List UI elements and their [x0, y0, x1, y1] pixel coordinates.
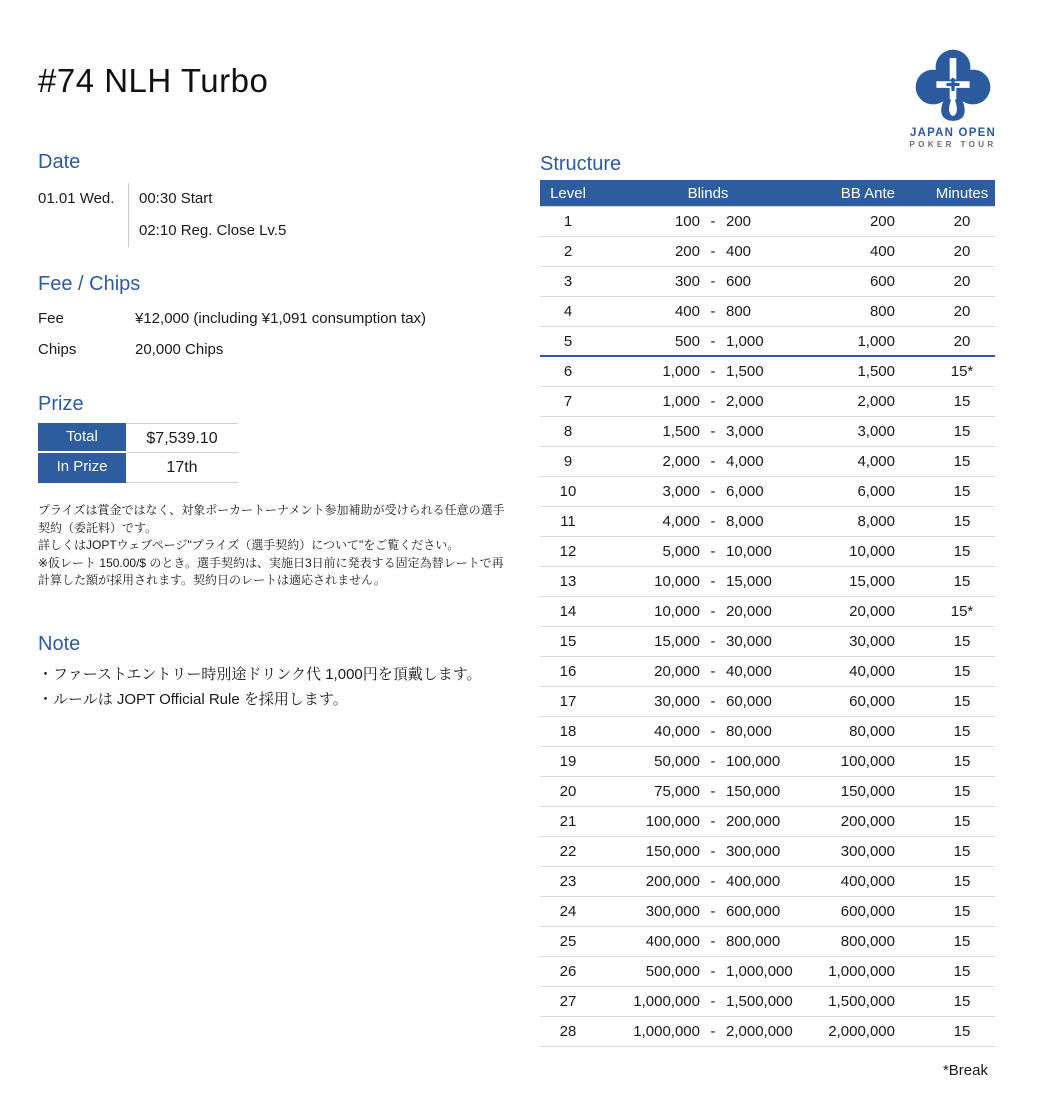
disclaimer-line: ※仮レート 150.00/$ のとき。選手契約は、実施日3日前に発表する固定為替レートで再計算した額が採用されます。契約日のレートは適応されません。 — [38, 555, 504, 587]
table-row — [540, 807, 995, 837]
minutes-cell: 15 — [953, 783, 971, 800]
big-blind-cell: 20,000 — [726, 603, 772, 620]
big-blind-cell: 150,000 — [726, 783, 781, 800]
blinds-dash: - — [710, 333, 716, 350]
table-row — [540, 897, 995, 927]
bb-ante-cell: 1,000 — [857, 333, 895, 350]
note-item: ・ルールは JOPT Official Rule を採用します。 — [38, 691, 348, 708]
fee-chips-heading: Fee / Chips — [38, 273, 141, 295]
minutes-cell: 15 — [953, 903, 971, 920]
table-row — [540, 207, 995, 237]
small-blind-cell: 1,000 — [662, 363, 700, 380]
blinds-dash: - — [710, 423, 716, 440]
table-row — [540, 357, 995, 387]
blinds-dash: - — [710, 363, 716, 380]
bb-ante-cell: 30,000 — [849, 633, 895, 650]
level-cell: 25 — [559, 933, 577, 950]
clover-icon — [911, 48, 995, 126]
minutes-cell: 15 — [953, 753, 971, 770]
big-blind-cell: 30,000 — [726, 633, 772, 650]
level-cell: 1 — [563, 213, 573, 230]
table-row — [540, 567, 995, 597]
bb-ante-cell: 800 — [869, 303, 895, 320]
small-blind-cell: 1,500 — [662, 423, 700, 440]
blinds-dash: - — [710, 513, 716, 530]
chips-label: Chips — [38, 341, 77, 358]
big-blind-cell: 300,000 — [726, 843, 781, 860]
blinds-dash: - — [710, 993, 716, 1010]
bb-ante-cell: 200,000 — [840, 813, 895, 830]
small-blind-cell: 200,000 — [645, 873, 700, 890]
bb-ante-cell: 60,000 — [849, 693, 895, 710]
small-blind-cell: 500 — [674, 333, 700, 350]
minutes-cell: 15* — [950, 603, 974, 620]
big-blind-cell: 200 — [726, 213, 752, 230]
small-blind-cell: 150,000 — [645, 843, 700, 860]
blinds-dash: - — [710, 843, 716, 860]
date-heading: Date — [38, 151, 81, 173]
level-cell: 3 — [563, 273, 573, 290]
disclaimer-line: 詳しくはJOPTウェブページ"プライズ（選手契約）について"をご覧ください。 — [38, 538, 460, 552]
blinds-dash: - — [710, 273, 716, 290]
level-cell: 26 — [559, 963, 577, 980]
blinds-dash: - — [710, 693, 716, 710]
bb-ante-cell: 1,500 — [857, 363, 895, 380]
bb-ante-cell: 8,000 — [857, 513, 895, 530]
minutes-cell: 15 — [953, 693, 971, 710]
bb-ante-cell: 20,000 — [849, 603, 895, 620]
level-cell: 28 — [559, 1023, 577, 1040]
disclaimer-section — [38, 502, 510, 590]
prize-inprize-value: 17th — [126, 453, 238, 483]
minutes-cell: 15 — [953, 993, 971, 1010]
blinds-dash: - — [710, 453, 716, 470]
small-blind-cell: 500,000 — [645, 963, 700, 980]
column-header-minutes: Minutes — [935, 185, 989, 202]
level-cell: 16 — [559, 663, 577, 680]
level-cell: 17 — [559, 693, 577, 710]
bb-ante-cell: 10,000 — [849, 543, 895, 560]
small-blind-cell: 20,000 — [654, 663, 700, 680]
small-blind-cell: 4,000 — [662, 513, 700, 530]
blinds-dash: - — [710, 1023, 716, 1040]
table-row — [540, 747, 995, 777]
minutes-cell: 15* — [950, 363, 974, 380]
small-blind-cell: 300 — [674, 273, 700, 290]
minutes-cell: 15 — [953, 483, 971, 500]
level-cell: 18 — [559, 723, 577, 740]
table-row — [540, 387, 995, 417]
big-blind-cell: 400 — [726, 243, 752, 260]
bb-ante-cell: 100,000 — [840, 753, 895, 770]
big-blind-cell: 40,000 — [726, 663, 772, 680]
jopt-logo — [901, 48, 1005, 149]
big-blind-cell: 3,000 — [726, 423, 764, 440]
structure-heading: Structure — [540, 153, 622, 175]
table-row — [540, 687, 995, 717]
level-cell: 20 — [559, 783, 577, 800]
blinds-dash: - — [710, 753, 716, 770]
table-row — [540, 507, 995, 537]
blinds-dash: - — [710, 903, 716, 920]
level-cell: 11 — [560, 513, 576, 530]
big-blind-cell: 200,000 — [726, 813, 781, 830]
table-row — [540, 597, 995, 627]
big-blind-cell: 1,500 — [726, 363, 764, 380]
level-cell: 14 — [559, 603, 577, 620]
blinds-dash: - — [710, 243, 716, 260]
blinds-dash: - — [710, 213, 716, 230]
note-section — [38, 632, 510, 712]
small-blind-cell: 50,000 — [654, 753, 700, 770]
big-blind-cell: 600 — [726, 273, 752, 290]
minutes-cell: 15 — [953, 633, 971, 650]
blinds-dash: - — [710, 543, 716, 560]
minutes-cell: 15 — [953, 873, 971, 890]
bb-ante-cell: 600,000 — [840, 903, 895, 920]
bb-ante-cell: 4,000 — [857, 453, 895, 470]
fee-chips-section — [38, 272, 510, 358]
fee-row — [38, 310, 510, 327]
small-blind-cell: 75,000 — [654, 783, 700, 800]
date-events — [128, 183, 286, 247]
big-blind-cell: 400,000 — [726, 873, 781, 890]
level-cell: 10 — [559, 483, 577, 500]
structure-table-body — [540, 207, 995, 1047]
big-blind-cell: 15,000 — [726, 573, 772, 590]
fee-label: Fee — [38, 310, 64, 327]
bb-ante-cell: 80,000 — [849, 723, 895, 740]
table-row — [540, 297, 995, 327]
minutes-cell: 15 — [953, 963, 971, 980]
fee-value: ¥12,000 (including ¥1,091 consumption tax) — [135, 310, 427, 327]
level-cell: 23 — [559, 873, 577, 890]
big-blind-cell: 6,000 — [726, 483, 764, 500]
table-row — [540, 447, 995, 477]
blinds-dash: - — [710, 873, 716, 890]
minutes-cell: 20 — [953, 273, 971, 290]
small-blind-cell: 15,000 — [654, 633, 700, 650]
level-cell: 5 — [563, 333, 573, 350]
bb-ante-cell: 15,000 — [849, 573, 895, 590]
date-section — [38, 150, 510, 247]
bb-ante-cell: 2,000 — [857, 393, 895, 410]
minutes-cell: 15 — [953, 813, 971, 830]
table-row — [540, 837, 995, 867]
table-row — [540, 477, 995, 507]
note-item: ・ファーストエントリー時別途ドリンク代 1,000円を頂戴します。 — [38, 666, 482, 683]
small-blind-cell: 1,000 — [662, 393, 700, 410]
column-header-blinds: Blinds — [687, 185, 729, 202]
small-blind-cell: 10,000 — [654, 573, 700, 590]
blinds-dash: - — [710, 813, 716, 830]
level-cell: 4 — [563, 303, 573, 320]
big-blind-cell: 4,000 — [726, 453, 764, 470]
minutes-cell: 20 — [953, 303, 971, 320]
page-title: #74 NLH Turbo — [38, 62, 269, 99]
blinds-dash: - — [710, 783, 716, 800]
big-blind-cell: 600,000 — [726, 903, 781, 920]
level-cell: 9 — [563, 453, 573, 470]
table-row — [540, 417, 995, 447]
table-row — [540, 537, 995, 567]
bb-ante-cell: 600 — [869, 273, 895, 290]
small-blind-cell: 3,000 — [662, 483, 700, 500]
minutes-cell: 15 — [953, 723, 971, 740]
small-blind-cell: 2,000 — [662, 453, 700, 470]
logo-text-line1: JAPAN OPEN — [910, 127, 996, 139]
level-cell: 24 — [559, 903, 577, 920]
prize-heading: Prize — [38, 393, 84, 415]
bb-ante-cell: 400 — [869, 243, 895, 260]
small-blind-cell: 100,000 — [645, 813, 700, 830]
bb-ante-cell: 6,000 — [857, 483, 895, 500]
column-header-level: Level — [550, 185, 586, 202]
left-column — [38, 150, 510, 770]
level-cell: 15 — [559, 633, 577, 650]
table-row — [540, 237, 995, 267]
small-blind-cell: 10,000 — [654, 603, 700, 620]
level-cell: 6 — [563, 363, 573, 380]
minutes-cell: 15 — [953, 573, 971, 590]
minutes-cell: 15 — [953, 843, 971, 860]
structure-section — [540, 152, 995, 1079]
prize-section — [38, 392, 510, 483]
big-blind-cell: 80,000 — [726, 723, 772, 740]
table-row — [540, 327, 995, 357]
bb-ante-cell: 800,000 — [840, 933, 895, 950]
blinds-dash: - — [710, 723, 716, 740]
prize-total-row — [38, 423, 238, 453]
blinds-dash: - — [710, 303, 716, 320]
level-cell: 12 — [559, 543, 577, 560]
bb-ante-cell: 1,500,000 — [828, 993, 895, 1010]
date-grid — [38, 183, 510, 247]
blinds-dash: - — [710, 573, 716, 590]
minutes-cell: 15 — [953, 453, 971, 470]
blinds-dash: - — [710, 933, 716, 950]
blinds-dash: - — [710, 633, 716, 650]
level-cell: 21 — [559, 813, 577, 830]
table-row — [540, 267, 995, 297]
table-row — [540, 987, 995, 1017]
level-cell: 22 — [559, 843, 577, 860]
blinds-dash: - — [710, 963, 716, 980]
small-blind-cell: 400 — [674, 303, 700, 320]
small-blind-cell: 5,000 — [662, 543, 700, 560]
small-blind-cell: 300,000 — [645, 903, 700, 920]
minutes-cell: 15 — [953, 423, 971, 440]
bb-ante-cell: 150,000 — [840, 783, 895, 800]
big-blind-cell: 100,000 — [726, 753, 781, 770]
bb-ante-cell: 400,000 — [840, 873, 895, 890]
level-cell: 8 — [563, 423, 573, 440]
bb-ante-cell: 3,000 — [857, 423, 895, 440]
minutes-cell: 15 — [953, 543, 971, 560]
big-blind-cell: 60,000 — [726, 693, 772, 710]
table-row — [540, 957, 995, 987]
note-items — [38, 662, 510, 712]
minutes-cell: 20 — [953, 333, 971, 350]
prize-inprize-row — [38, 453, 238, 483]
chips-value: 20,000 Chips — [135, 341, 224, 358]
blinds-dash: - — [710, 483, 716, 500]
prize-total-label: Total — [38, 423, 126, 453]
blinds-dash: - — [710, 393, 716, 410]
table-row — [540, 927, 995, 957]
chips-row — [38, 341, 510, 358]
small-blind-cell: 200 — [674, 243, 700, 260]
table-row — [540, 717, 995, 747]
blinds-dash: - — [710, 603, 716, 620]
table-row — [540, 1017, 995, 1047]
date-event-start: 00:30 Start — [139, 190, 213, 207]
small-blind-cell: 1,000,000 — [633, 1023, 700, 1040]
minutes-cell: 15 — [953, 933, 971, 950]
prize-table — [38, 423, 238, 483]
big-blind-cell: 800 — [726, 303, 752, 320]
column-header-bb-ante: BB Ante — [840, 185, 895, 202]
prize-inprize-label: In Prize — [38, 453, 126, 483]
table-row — [540, 867, 995, 897]
small-blind-cell: 100 — [674, 213, 700, 230]
level-cell: 2 — [563, 243, 573, 260]
table-row — [540, 777, 995, 807]
bb-ante-cell: 1,000,000 — [828, 963, 895, 980]
small-blind-cell: 30,000 — [654, 693, 700, 710]
big-blind-cell: 800,000 — [726, 933, 781, 950]
date-day: 01.01 Wed. — [38, 190, 115, 207]
structure-table-header — [540, 180, 995, 207]
level-cell: 13 — [559, 573, 577, 590]
minutes-cell: 15 — [953, 663, 971, 680]
level-cell: 27 — [559, 993, 577, 1010]
table-row — [540, 657, 995, 687]
big-blind-cell: 1,500,000 — [726, 993, 793, 1010]
disclaimer-line: プライズは賞金ではなく、対象ポーカートーナメント参加補助が受けられる任意の選手契約（委託料）です。 — [38, 503, 505, 535]
level-cell: 19 — [559, 753, 577, 770]
bb-ante-cell: 2,000,000 — [828, 1023, 895, 1040]
big-blind-cell: 8,000 — [726, 513, 764, 530]
table-row — [540, 627, 995, 657]
small-blind-cell: 40,000 — [654, 723, 700, 740]
blinds-dash: - — [710, 663, 716, 680]
level-cell: 7 — [563, 393, 573, 410]
logo-text-line2: POKER TOUR — [909, 140, 997, 149]
date-event-reg-close: 02:10 Reg. Close Lv.5 — [139, 222, 287, 239]
big-blind-cell: 2,000,000 — [726, 1023, 793, 1040]
note-heading: Note — [38, 633, 81, 655]
minutes-cell: 15 — [953, 513, 971, 530]
minutes-cell: 20 — [953, 243, 971, 260]
break-footnote: *Break — [942, 1062, 988, 1079]
small-blind-cell: 1,000,000 — [633, 993, 700, 1010]
minutes-cell: 15 — [953, 1023, 971, 1040]
big-blind-cell: 1,000 — [726, 333, 764, 350]
prize-total-value: $7,539.10 — [126, 423, 238, 453]
small-blind-cell: 400,000 — [645, 933, 700, 950]
bb-ante-cell: 300,000 — [840, 843, 895, 860]
minutes-cell: 15 — [953, 393, 971, 410]
big-blind-cell: 1,000,000 — [726, 963, 793, 980]
bb-ante-cell: 200 — [869, 213, 895, 230]
minutes-cell: 20 — [953, 213, 971, 230]
big-blind-cell: 2,000 — [726, 393, 764, 410]
big-blind-cell: 10,000 — [726, 543, 772, 560]
bb-ante-cell: 40,000 — [849, 663, 895, 680]
